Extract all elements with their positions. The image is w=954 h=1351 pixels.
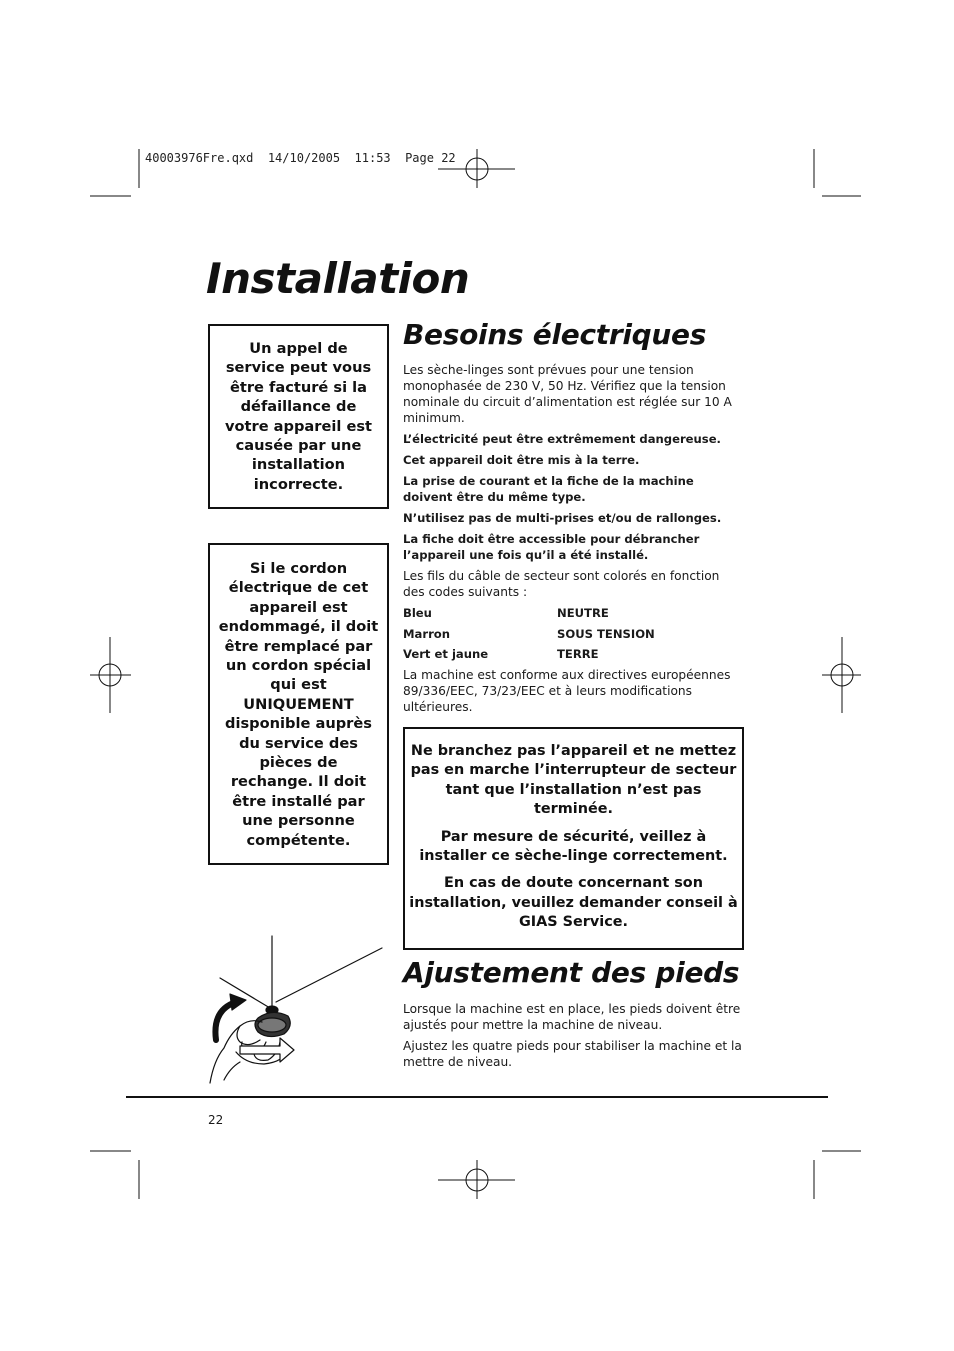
wire-code-row bbox=[403, 646, 743, 662]
feet-text-2: Ajustez les quatre pieds pour stabiliser la machine et la mettre de niveau. bbox=[403, 1039, 742, 1069]
conformity-text: La machine est conforme aux directives européennes 89/336/EEC, 73/23/EEC et à leurs modifications ultérieures. bbox=[403, 667, 731, 714]
wire-color: Vert et jaune bbox=[403, 647, 489, 661]
wire-code-table bbox=[403, 605, 743, 662]
warning-item: Cet appareil doit être mis à la terre. bbox=[403, 453, 640, 467]
feet-heading: Ajustement des pieds bbox=[403, 956, 740, 989]
power-cord-notice-box bbox=[208, 543, 389, 865]
wire-function: TERRE bbox=[557, 647, 599, 661]
warning-item: La fiche doit être accessible pour débrancher l’appareil une fois qu’il a été installé. bbox=[403, 532, 700, 562]
warning-item: L’électricité peut être extrêmement dangereuse. bbox=[403, 432, 721, 446]
file-slug-line: 40003976Fre.qxd 14/10/2005 11:53 Page 22 bbox=[145, 151, 456, 165]
hand-adjusting-foot-icon bbox=[200, 930, 390, 1090]
feet-text-1: Lorsque la machine est en place, les pieds doivent être ajustés pour mettre la machine de niveau. bbox=[403, 1002, 741, 1032]
wires-intro: Les fils du câble de secteur sont colorés en fonction des codes suivants : bbox=[403, 569, 720, 599]
electrical-intro: Les sèche-linges sont prévues pour une tension monophasée de 230 V, 50 Hz. Vérifiez que la tension nominale du circuit d’alimentation est réglée sur 10 A minimum. bbox=[403, 363, 732, 425]
wire-code-row bbox=[403, 626, 743, 642]
service-call-notice-box bbox=[208, 324, 389, 509]
safety-notice-box bbox=[403, 727, 744, 950]
footer-rule bbox=[126, 1096, 828, 1098]
safety-notice-p2: Par mesure de sécurité, veillez à installer ce sèche-linge correctement. bbox=[419, 828, 728, 865]
feet-section bbox=[403, 1001, 743, 1075]
service-call-notice-text: Un appel de service peut vous être facturé si la défaillance de votre appareil est causée par une installation incorrecte. bbox=[224, 340, 373, 493]
page-number: 22 bbox=[208, 1113, 224, 1127]
safety-notice-p3: En cas de doute concernant son installation, veuillez demander conseil à GIAS Service. bbox=[409, 875, 738, 931]
wire-color: Marron bbox=[403, 626, 451, 641]
warning-item: N’utilisez pas de multi-prises et/ou de rallonges. bbox=[403, 511, 722, 525]
page-title: Installation bbox=[206, 254, 470, 303]
wire-code-row bbox=[403, 605, 743, 621]
wire-function: NEUTRE bbox=[557, 606, 609, 620]
electrical-heading: Besoins électriques bbox=[403, 318, 707, 351]
warning-item: La prise de courant et la fiche de la machine doivent être du même type. bbox=[403, 474, 694, 504]
safety-notice-p1: Ne branchez pas l’appareil et ne mettez pas en marche l’interrupteur de secteur tant que l’installation n’est pas terminée. bbox=[410, 743, 737, 818]
electrical-section bbox=[403, 362, 743, 720]
wire-function: SOUS TENSION bbox=[557, 626, 655, 641]
power-cord-notice-text: Si le cordon électrique de cet appareil est endommagé, il doit être remplacé par un cordon spécial qui est UNIQUEMENT disponible auprès du service des pièces de rechange. Il doit être installé par une personne compétente. bbox=[218, 560, 379, 849]
wire-color: Bleu bbox=[403, 606, 432, 620]
